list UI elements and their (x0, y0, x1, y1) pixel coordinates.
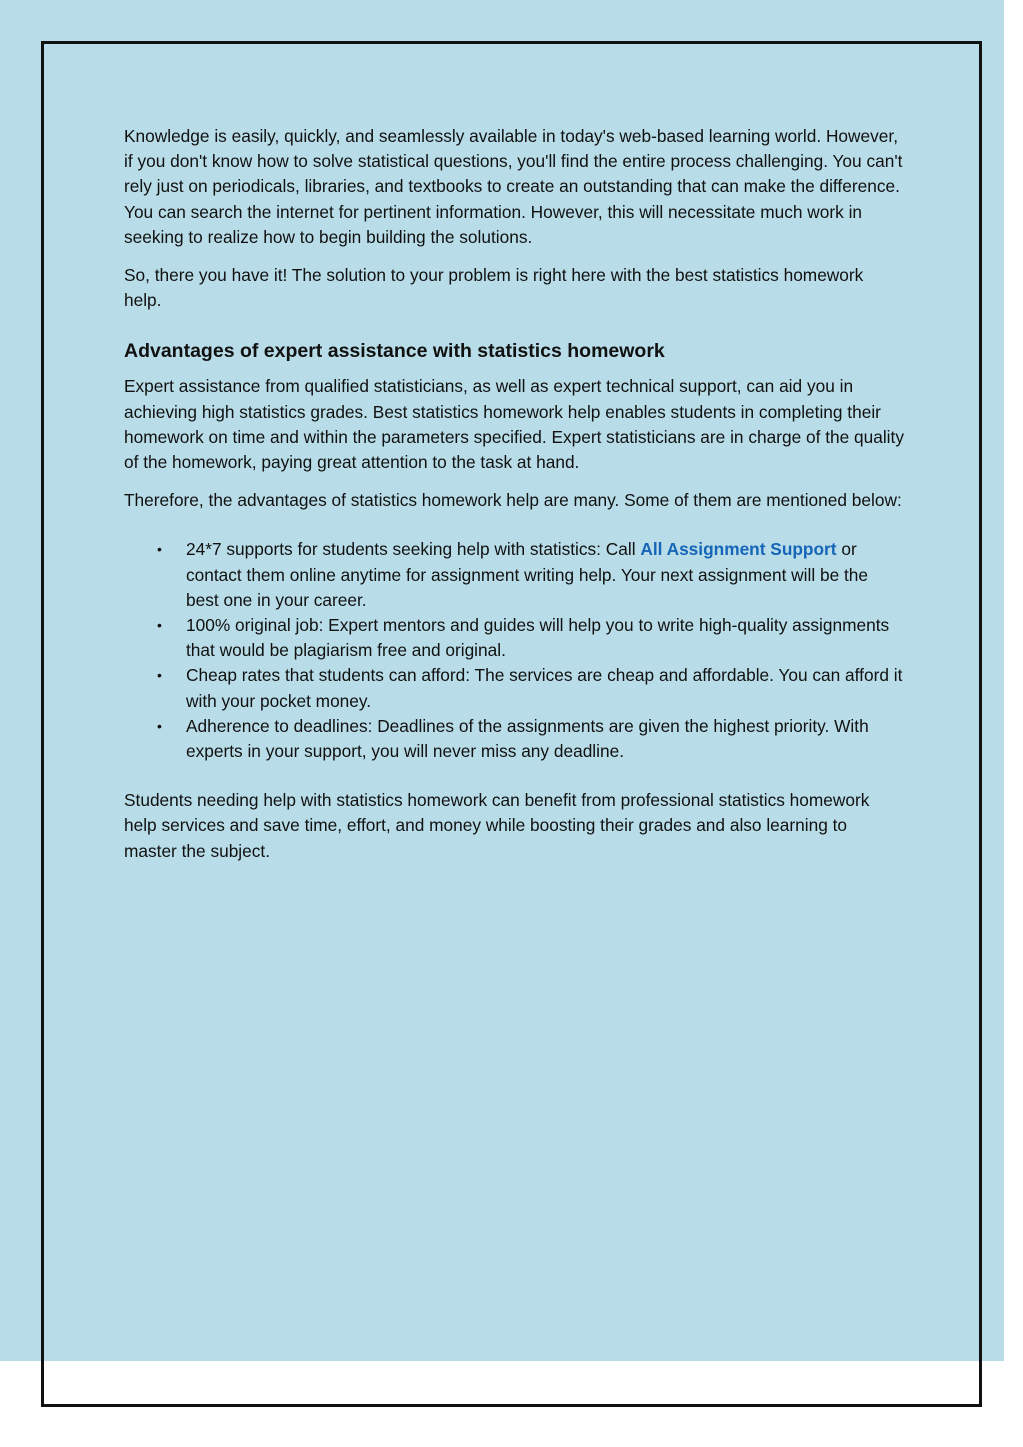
list-item (157, 613, 904, 663)
advantages-list (124, 537, 904, 764)
all-assignment-support-link[interactable]: All Assignment Support (640, 539, 837, 560)
section-paragraph-1: Expert assistance from qualified statisticians, as well as expert technical support, can aid you in achieving high statistics grades. Best statistics homework help enables students in completing their homework on time and within the parameters specified. Expert statisticians are in charge of the quality of the homework, paying great attention to the task at hand. (124, 376, 904, 473)
list-item (157, 714, 904, 764)
list-item-text: Adherence to deadlines: Deadlines of the assignments are given the highest priority. With experts in your support, you will never miss any deadline. (186, 715, 869, 762)
bullet-icon: • (157, 667, 162, 684)
bullet-icon: • (157, 617, 162, 634)
closing-paragraph: Students needing help with statistics homework can benefit from professional statistics homework help services and save time, effort, and money while boosting their grades and also learning to master the subject. (124, 790, 870, 861)
section-heading: Advantages of expert assistance with statistics homework (124, 340, 665, 363)
bullet-icon: • (157, 717, 162, 734)
intro-paragraph-2: So, there you have it! The solution to your problem is right here with the best statistics homework help. (124, 265, 864, 311)
list-item-text: Cheap rates that students can afford: The services are cheap and affordable. You can afford it with your pocket money. (186, 665, 903, 711)
list-item (157, 663, 904, 713)
list-item-text: 24*7 supports for students seeking help with statistics: Call (186, 539, 641, 560)
intro-paragraph-1: Knowledge is easily, quickly, and seamlessly available in today's web-based learning world. However, if you don't know how to solve statistical questions, you'll find the entire process challenging. You can't rely just on periodicals, libraries, and textbooks to create an outstanding that can make the difference. You can search the internet for pertinent information. However, this will necessitate much work in seeking to realize how to begin building the solutions. (124, 126, 903, 247)
document-body (124, 124, 904, 877)
list-item (157, 537, 904, 613)
section-paragraph-2: Therefore, the advantages of statistics homework help are many. Some of them are mentioned below: (124, 490, 902, 511)
list-item-text: 100% original job: Expert mentors and guides will help you to write high-quality assignments that would be plagiarism free and original. (186, 615, 890, 661)
bullet-icon: • (157, 541, 162, 558)
list-item-text: or contact them online anytime for assignment writing help. Your next assignment will be the best one in your career. (186, 539, 869, 610)
